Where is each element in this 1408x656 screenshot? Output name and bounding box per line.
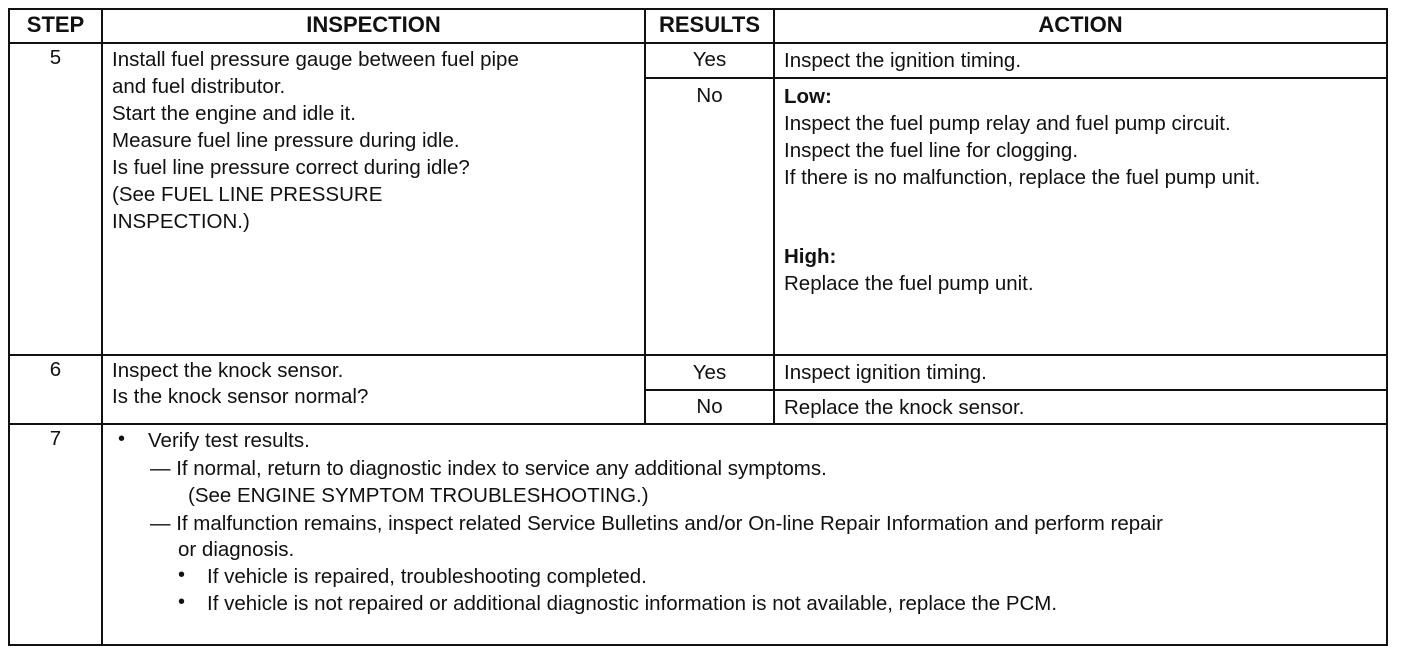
row7-bullet-text: Verify test results. [148,429,310,452]
row6-inspection-line-1: Inspect the knock sensor. [112,359,344,382]
step-number-5: 5 [49,46,62,69]
table-border-left [8,8,10,646]
row5-inspection-line-1: Install fuel pressure gauge between fuel pipe [112,48,519,71]
row7-dash-malfunction-cont: or diagnosis. [178,538,295,561]
header-action: ACTION [1038,12,1123,37]
row6-yes-divider [644,389,1388,391]
sub-bullet-icon: • [178,564,186,586]
sub-bullet-icon: • [178,591,186,613]
row5-yes-divider [644,77,1388,79]
results-column-divider [773,8,775,425]
row7-sub-bullet-1: If vehicle is repaired, troubleshooting completed. [207,565,647,588]
row5-inspection-line-2: and fuel distributor. [112,75,286,98]
header-inspection: INSPECTION [306,12,441,37]
header-divider [8,42,1388,44]
row5-result-no: No [696,84,723,107]
row7-dash-normal: — If normal, return to diagnostic index to service any additional symptoms. [150,457,827,480]
bullet-icon: • [118,428,126,450]
row5-inspection-line-3: Start the engine and idle it. [112,102,356,125]
row5-inspection-line-4: Measure fuel line pressure during idle. [112,129,460,152]
row5-bottom-border [8,354,1388,356]
row6-bottom-border [8,423,1388,425]
row7-sub-bullet-2: If vehicle is not repaired or additional diagnostic information is not available, replace the PCM. [207,592,1058,615]
header-results: RESULTS [658,12,761,37]
row6-action-no: Replace the knock sensor. [784,396,1025,419]
row7-dash-normal-see: (See ENGINE SYMPTOM TROUBLESHOOTING.) [188,484,649,507]
row6-inspection-line-2: Is the knock sensor normal? [112,385,369,408]
row5-high-action-1: Replace the fuel pump unit. [784,272,1034,295]
row6-result-no: No [696,395,723,418]
step-number-7: 7 [49,427,62,450]
table-border-right [1386,8,1388,646]
row5-low-action-2: Inspect the fuel line for clogging. [784,139,1079,162]
row7-dash-malfunction: — If malfunction remains, inspect related Service Bulletins and/or On-line Repair Information and perform repair [150,512,1163,535]
row6-result-yes: Yes [692,361,727,384]
row5-low-label: Low: [784,85,832,108]
step-number-6: 6 [49,358,62,381]
row5-inspection-line-7: INSPECTION.) [112,210,250,233]
table-border-top [8,8,1388,10]
row5-inspection-line-6: (See FUEL LINE PRESSURE [112,183,383,206]
row5-result-yes: Yes [692,48,727,71]
row5-low-action-3: If there is no malfunction, replace the fuel pump unit. [784,166,1261,189]
row5-high-label: High: [784,245,837,268]
row5-action-yes: Inspect the ignition timing. [784,49,1022,72]
header-step: STEP [26,12,85,37]
row5-low-action-1: Inspect the fuel pump relay and fuel pump circuit. [784,112,1231,135]
step-column-divider [101,8,103,646]
table-border-bottom [8,644,1388,646]
row5-inspection-line-5: Is fuel line pressure correct during idle? [112,156,470,179]
row6-action-yes: Inspect ignition timing. [784,361,987,384]
